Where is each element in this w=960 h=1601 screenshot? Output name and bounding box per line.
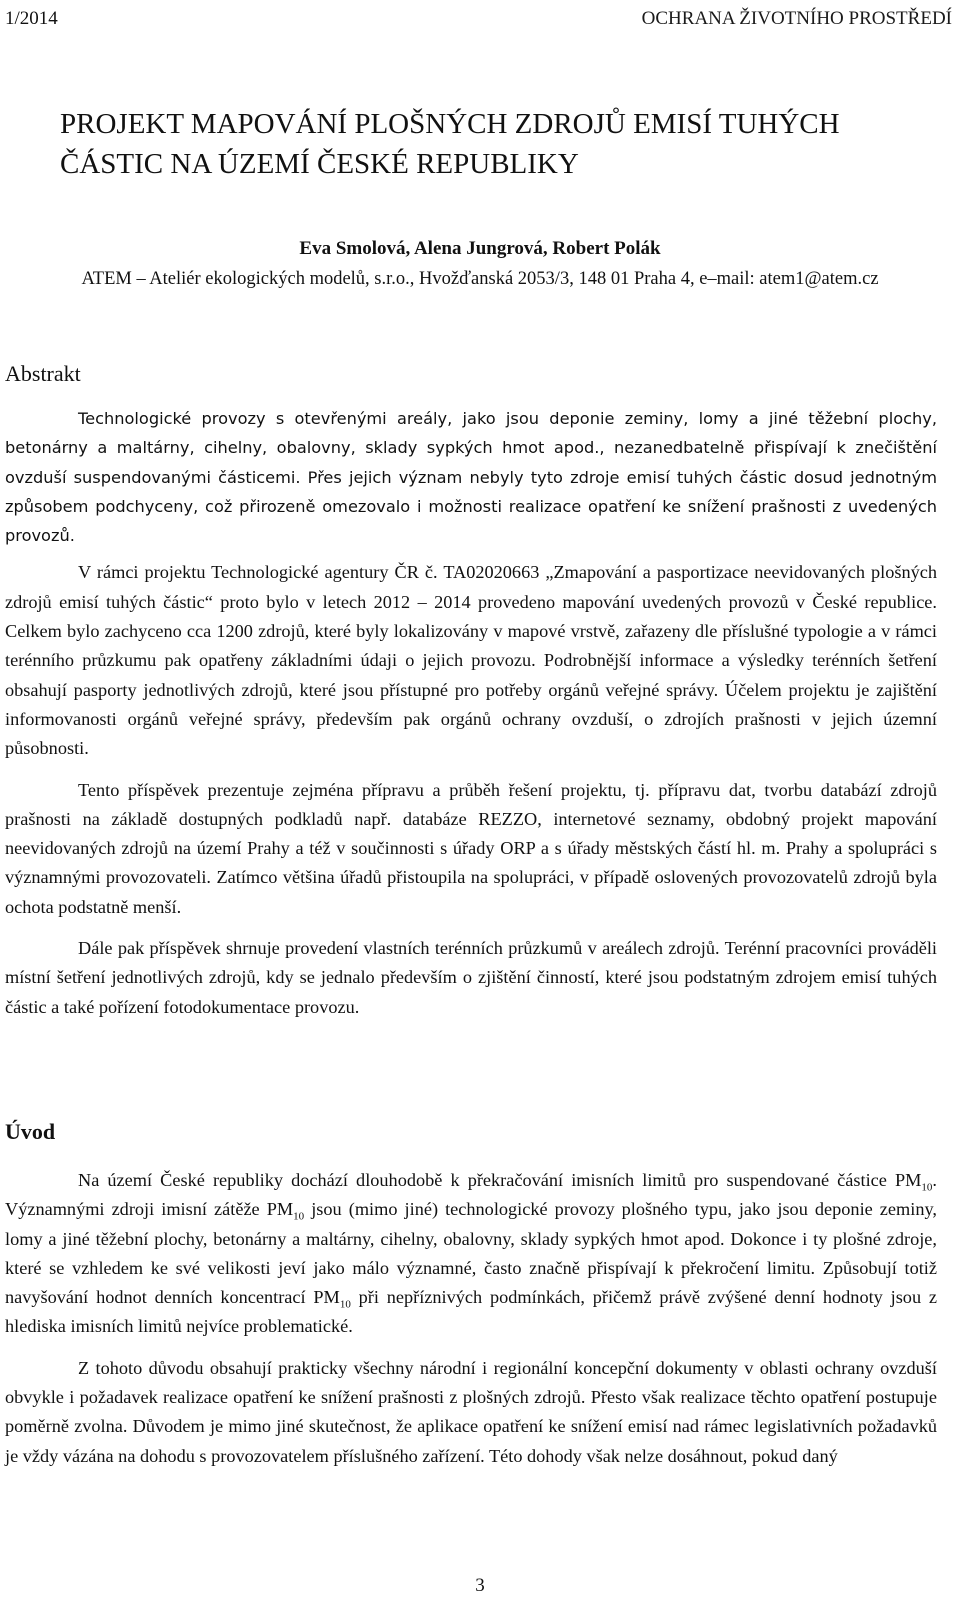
abstract-paragraph-4: Dále pak příspěvek shrnuje provedení vlastních terénních průzkumů v areálech zdrojů. Terénní pracovníci prováděli místní šetření jednotlivých zdrojů, kdy se jednalo především o zjištění činností, které jsou podstatným zdrojem emisí tuhých částic a také pořízení fotodokumentace provozu.	[5, 938, 937, 1017]
abstract-paragraph-2: V rámci projektu Technologické agentury ČR č. TA02020663 „Zmapování a pasportizace neevidovaných plošných zdrojů emisí tuhých částic“ proto bylo v letech 2012 – 2014 provedeno mapování uvedených provozů v České republice. Celkem bylo zachyceno cca 1200 zdrojů, které byly lokalizovány v mapové vrstvě, zařazeny dle příslušné typologie a v rámci terénního průzkumu pak opatřeny základními údaji o jejich provozu. Podrobnější informace a výsledky terénních šetření obsahují pasporty jednotlivých zdrojů, které jsou přístupné pro potřeby orgánů veřejné správy. Účelem projektu je zajištění informovanosti orgánů veřejné správy, především pak orgánů ochrany ovzduší, o zdrojích prašnosti v jejich územní působnosti.	[5, 562, 937, 759]
journal-title: OCHRANA ŽIVOTNÍHO PROSTŘEDÍ	[641, 8, 952, 29]
abstract-paragraph-1: Technologické provozy s otevřenými areály, jako jsou deponie zeminy, lomy a jiné těžební plochy, betonárny a maltárny, cihelny, obalovny, sklady sypkých hmot apod., nezanedbatelně přispívají k znečištění ovzduší suspendovanými částicemi. Přes jejich význam nebyly tyto zdroje emisí tuhých částic dosud jednotným způsobem podchyceny, což přirozeně omezovalo i možnosti realizace opatření ke snížení prašnosti z uvedených provozů.	[5, 409, 937, 546]
running-header	[5, 4, 952, 34]
paper-title	[60, 104, 940, 184]
authors: Eva Smolová, Alena Jungrová, Robert Polák	[299, 238, 661, 259]
intro-heading: Úvod	[5, 1119, 56, 1144]
issue-number: 1/2014	[5, 8, 58, 29]
intro-paragraph-1: Na území České republiky dochází dlouhodobě k překračování imisních limitů pro suspendované částice $PM_{10}$. Významnými zdroji imisní zátěže $PM_{10}$ jsou (mimo jiné) technologické provozy plošného typu, jako jsou deponie zeminy, lomy a jiné těžební plochy, betonárny a maltárny, cihelny, obalovny, sklady sypkých hmot apod. Dokonce i ty plošné zdroje, které se vzhledem ke své velikosti jeví jako málo významné, často značně přispívají k překročení limitu. Způsobují totiž navyšování hodnot denních koncentrací $PM_{10}$ při nepříznivých podmínkách, přičemž právě zvýšené denní hodnoty jsou z hlediska imisních limitů nejvíce problematické.	[5, 1170, 938, 1337]
page-number: 3	[475, 1575, 485, 1596]
abstract-body	[5, 404, 937, 1022]
paper-title-line-2: ČÁSTIC NA ÚZEMÍ ČESKÉ REPUBLIKY	[60, 148, 579, 180]
intro-paragraph-2: Z tohoto důvodu obsahují prakticky všechny národní i regionální koncepční dokumenty v oblasti ochrany ovzduší obvykle i požadavek realizace opatření ke snížení prašnosti z plošných zdrojů. Přesto však realizace těchto opatření postupuje poměrně zvolna. Důvodem je mimo jiné skutečnost, že aplikace opatření ke snížení emisí nad rámec legislativních požadavků je vždy vázána na dohodu s provozovatelem příslušného zařízení. Této dohody však nelze dosáhnout, pokud daný	[5, 1357, 937, 1466]
abstract-paragraph-3: Tento příspěvek prezentuje zejména přípravu a průběh řešení projektu, tj. přípravu dat, tvorbu databází zdrojů prašnosti na základě dostupných podkladů např. databáze REZZO, internetové seznamy, obdobný projekt mapování neevidovaných zdrojů na území Prahy a též v součinnosti s úřady ORP a s úřady městských částí hl. m. Prahy a spolupráci s významnými provozovateli. Zatímco většina úřadů přistoupila na spolupráci, v případě oslovených provozovatelů zdrojů byla ochota podstatně menší.	[5, 779, 937, 917]
intro-body	[5, 1166, 937, 1471]
paper-title-line-1: PROJEKT MAPOVÁNÍ PLOŠNÝCH ZDROJŮ EMISÍ TUHÝCH	[60, 108, 840, 140]
affiliation: ATEM – Ateliér ekologických modelů, s.r.o., Hvožďanská 2053/3, 148 01 Praha 4, e–mail: atem1@atem.cz	[81, 269, 879, 289]
abstract-heading: Abstrakt	[5, 361, 81, 386]
